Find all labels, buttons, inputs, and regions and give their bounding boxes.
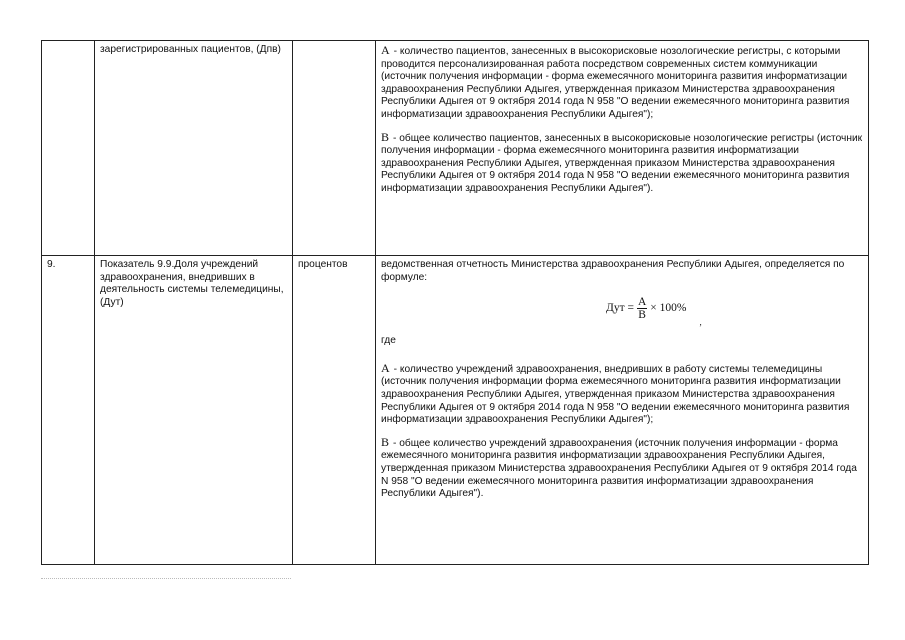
formula-lhs: Дут = — [606, 302, 634, 315]
footer-divider — [41, 578, 291, 579]
definition-paragraph-b — [381, 436, 863, 501]
formula-rhs: × 100% — [650, 302, 687, 315]
definition-text: - количество учреждений здравоохранения, внедривших в работу системы телемедицины (источник получения информации форма ежемесячного мониторинга развития информатизации здравоохранения Республики Адыгея, утвержденная приказом Министерства здравоохранения Республики Адыгея от 9 октября 2014 года N 958 "О ведении ежемесячного мониторинга развития информатизации здравоохранения Республики Адыгея"); — [381, 363, 850, 426]
variable-a: A — [381, 360, 390, 375]
where-label: где — [381, 335, 396, 347]
unit-cell: процентов — [293, 256, 376, 565]
variable-b: B — [381, 129, 390, 144]
table-row — [42, 41, 869, 256]
variable-b: B — [381, 434, 390, 449]
definition-paragraph-a — [381, 362, 863, 427]
indicator-name-cell: Показатель 9.9.Доля учреждений здравоохранения, внедривших в деятельность системы телемедицины, (Дут) — [95, 256, 293, 565]
formula — [606, 296, 863, 328]
unit-cell — [293, 41, 376, 256]
definition-text: - количество пациентов, занесенных в высокорисковые нозологические регистры, с которыми проводится персонализированная работа посредством современных систем коммуникации (источник получения информации - форма ежемесячного мониторинга развития информатизации здравоохранения Республики Адыгея, утвержденная приказом Министерства здравоохранения Республики Адыгея от 9 октября 2014 года N 958 "О ведении ежемесячного мониторинга развития информатизации здравоохранения Республики Адыгея"); — [381, 46, 850, 120]
indicator-table — [41, 40, 869, 565]
table-row — [42, 256, 869, 565]
indicator-name-cell: зарегистрированных пациентов, (Дпв) — [95, 41, 293, 256]
formula-fraction — [637, 296, 647, 321]
definition-text: - общее количество пациентов, занесенных в высокорисковые нозологические регистры (источник получения информации - форма ежемесячного мониторинга развития информатизации здравоохранения Республики Адыгея, утвержденная приказом Министерства здравоохранения Республики Адыгея от 9 октября 2014 года N 958 "О ведении ежемесячного мониторинга развития информатизации здравоохранения Республики Адыгея"). — [381, 132, 863, 194]
definition-paragraph-a — [381, 44, 863, 122]
source-intro: ведомственная отчетность Министерства здравоохранения Республики Адыгея, определяется по формуле: — [381, 259, 845, 283]
definition-cell — [376, 256, 869, 565]
formula-numerator: A — [637, 296, 647, 309]
stray-mark: , — [699, 317, 702, 328]
variable-a: A — [381, 43, 390, 57]
definition-paragraph-b — [381, 131, 863, 196]
definition-cell — [376, 41, 869, 256]
definition-text: - общее количество учреждений здравоохранения (источник получения информации - форма ежемесячного мониторинга развития информатизации здравоохранения Республики Адыгея, утвержденная приказом Министерства здравоохранения Республики Адыгея от 9 октября 2014 года N 958 "О ведении ежемесячного мониторинга развития информатизации здравоохранения Республики Адыгея"). — [381, 437, 857, 500]
formula-denominator: B — [638, 309, 646, 322]
row-number-cell — [42, 41, 95, 256]
row-number-cell: 9. — [42, 256, 95, 565]
